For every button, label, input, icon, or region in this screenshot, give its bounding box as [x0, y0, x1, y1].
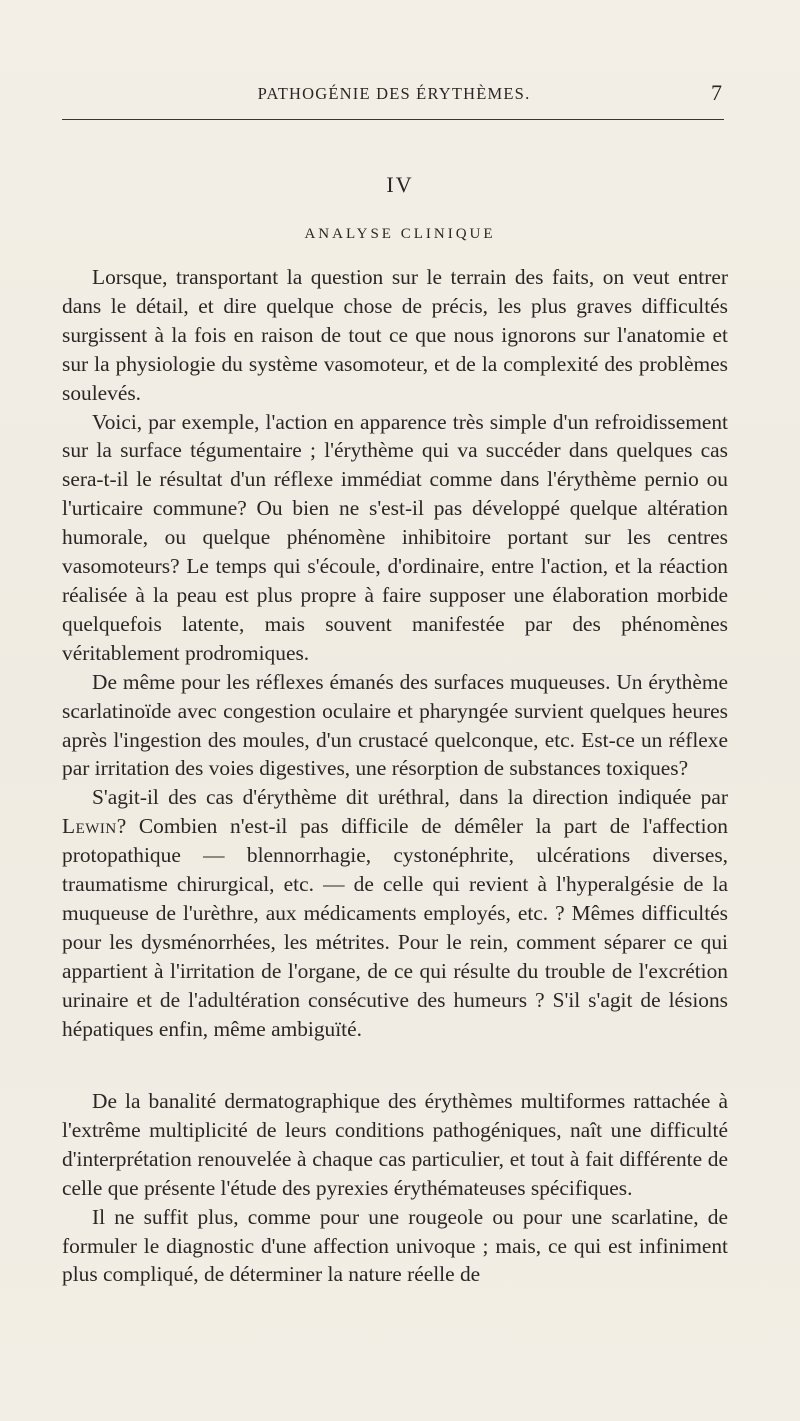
running-head — [62, 80, 726, 110]
body-text-block — [62, 263, 728, 1043]
paragraph — [62, 783, 728, 1043]
paragraph-text: S'agit-il des cas d'érythème dit uréthral, dans la direction indiquée par — [92, 785, 728, 810]
chapter-number: IV — [386, 172, 414, 197]
section-title: ANALYSE CLINIQUE — [304, 226, 496, 242]
page-number: 7 — [711, 80, 722, 105]
paragraph: De même pour les réflexes émanés des surfaces muqueuses. Un érythème scarlatinoïde avec congestion oculaire et pharyngée survient quelques heures après l'ingestion des moules, d'un crustacé quelconque, etc. Est-ce un réflexe par irritation des voies digestives, une résorption de substances toxiques? — [62, 669, 728, 781]
header-rule — [62, 119, 724, 120]
paragraph: Lorsque, transportant la question sur le terrain des faits, on veut entrer dans le détail, et dire quelque chose de précis, les plus graves difficultés surgissent à la fois en raison de tout ce que nous ignorons sur l'anatomie et sur la physiologie du système vasomoteur, et de la complexité des problèmes soulevés. — [62, 265, 728, 405]
paragraph: De la banalité dermatographique des érythèmes multiformes rattachée à l'extrême multiplicité de leurs conditions pathogéniques, naît une difficulté d'interprétation renouvelée à chaque cas particulier, et tout à fait différente de celle que présente l'étude des pyrexies érythémateuses spécifiques. — [62, 1089, 728, 1200]
paragraph: Voici, par exemple, l'action en apparence très simple d'un refroidissement sur la surface tégumentaire ; l'érythème qui va succéder dans quelques cas sera-t-il le résultat d'un réflexe immédiat comme dans l'érythème pernio ou l'urticaire commune? Ou bien ne s'est-il pas développé quelque altération humorale, ou quelque phénomène inhibitoire portant sur les centres vasomoteurs? Le temps qui s'écoule, d'ordinaire, entre l'action, et la réaction réalisée à la peau est plus propre à faire supposer une élaboration morbide quelquefois latente, mais souvent manifestée par des phénomènes véritablement prodromiques. — [62, 409, 728, 665]
running-title: PATHOGÉNIE DES ÉRYTHÈMES. — [257, 84, 531, 103]
paragraph: Il ne suffit plus, comme pour une rougeole ou pour une scarlatine, de formuler le diagnostic d'une affection univoque ; mais, ce qui est infiniment plus compliqué, de déterminer la nature réelle de — [62, 1204, 728, 1287]
paragraph-text: ? Combien n'est-il pas difficile de démêler la part de l'affection protopathique — blennorrhagie, cystonéphrite, ulcérations diverses, traumatisme chirurgical, etc. — de celle qui revient à l'hyperalgésie de la muqueuse de l'urèthre, aux médicaments employés, etc. ? Mêmes difficultés pour les dysménorrhées, les métrites. Pour le rein, comment séparer ce qui appartient à l'irritation de l'organe, de ce qui résulte du trouble de l'excrétion urinaire et de l'adultération consécutive des humeurs ? S'il s'agit de lésions hépatiques enfin, même ambiguïté. — [62, 814, 728, 1041]
body-text-block — [62, 1087, 728, 1289]
author-name: Lewin — [62, 814, 117, 839]
